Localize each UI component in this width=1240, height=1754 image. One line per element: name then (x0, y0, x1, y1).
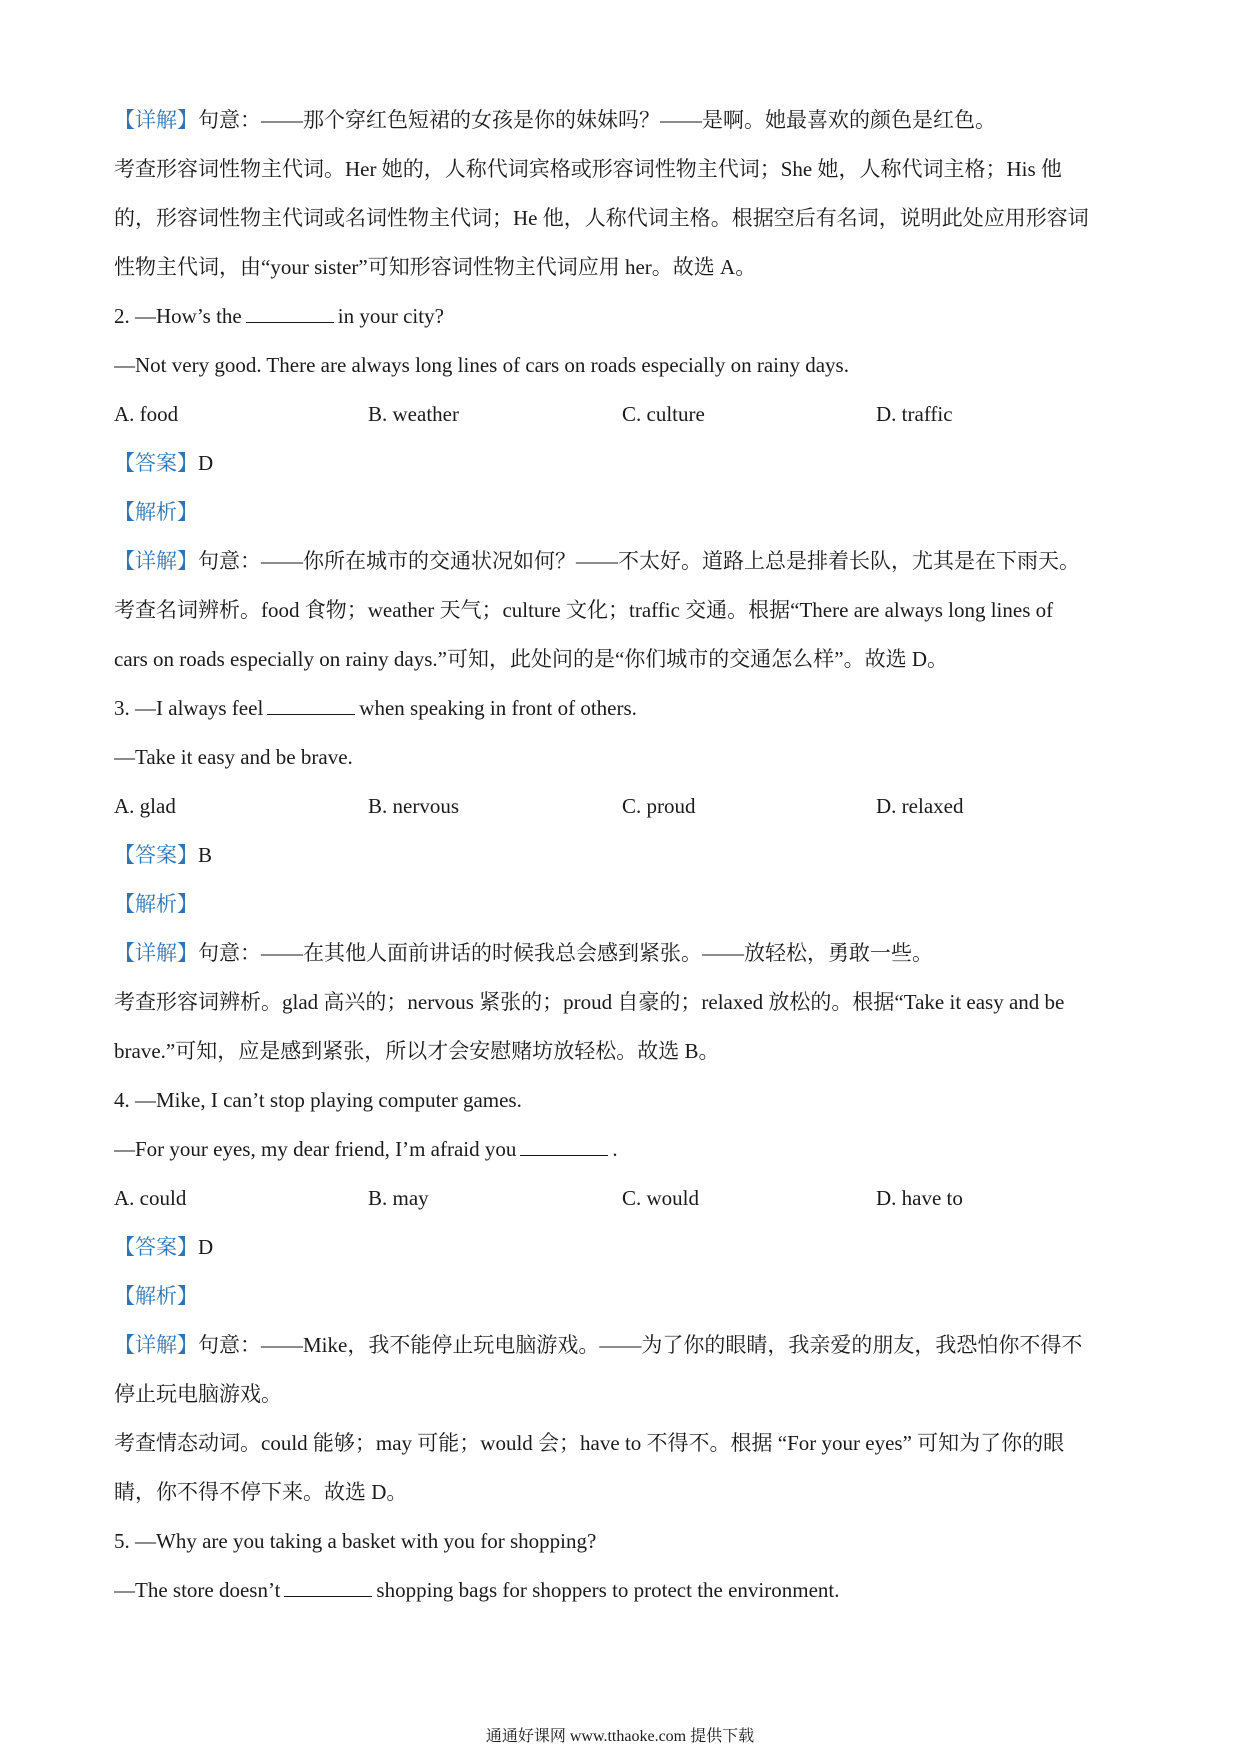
q2-analysis-tag: 【解析】 (114, 500, 198, 524)
document-page (114, 96, 1134, 1615)
q1-analysis-line: 的，形容词性物主代词或名词性物主代词；He 他，人称代词主格。根据空后有名词，说明此处应用形容词 (114, 206, 1089, 230)
answer-blank (267, 696, 355, 715)
q2-options (114, 390, 1134, 439)
option-d: D. relaxed (876, 794, 964, 818)
q2-analysis-line: cars on roads especially on rainy days.”可知，此处问的是“你们城市的交通怎么样”。故选 D。 (114, 647, 949, 671)
q4-detail-line: 停止玩电脑游戏。 (114, 1382, 282, 1406)
q1-analysis-line: 考查形容词性物主代词。Her 她的，人称代词宾格或形容词性物主代词；She 她，人称代词主格；His 他 (114, 157, 1062, 181)
q4-options (114, 1174, 1134, 1223)
q4-analysis-line: 考查情态动词。could 能够；may 可能；would 会；have to 不得不。根据 “For your eyes” 可知为了你的眼 (114, 1431, 1065, 1455)
q3-stem: 3. —I always feel when speaking in front of others. (114, 696, 637, 720)
q2-stem: 2. —How’s the in your city? (114, 304, 444, 328)
q2-answer: 【答案】D (114, 451, 214, 475)
option-d: D. traffic (876, 402, 953, 426)
detail-tag: 【详解】 (114, 108, 198, 132)
q4-stem: 4. —Mike, I can’t stop playing computer games. (114, 1088, 522, 1112)
answer-blank (246, 304, 334, 323)
answer-blank (520, 1137, 608, 1156)
q4-detail: 【详解】句意：——Mike，我不能停止玩电脑游戏。——为了你的眼睛，我亲爱的朋友，我恐怕你不得不 (114, 1333, 1083, 1357)
q3-analysis-line: 考查形容词辨析。glad 高兴的；nervous 紧张的；proud 自豪的；relaxed 放松的。根据“Take it easy and be (114, 990, 1065, 1014)
option-b: B. nervous (368, 794, 459, 818)
q3-detail: 【详解】句意：——在其他人面前讲话的时候我总会感到紧张。——放轻松，勇敢一些。 (114, 941, 933, 965)
q1-detail: 【详解】句意：——那个穿红色短裙的女孩是你的妹妹吗？——是啊。她最喜欢的颜色是红色。 (114, 108, 996, 132)
q1-analysis-line: 性物主代词，由“your sister”可知形容词性物主代词应用 her。故选 A。 (114, 255, 757, 279)
q4-analysis-tag: 【解析】 (114, 1284, 198, 1308)
option-a: A. glad (114, 794, 176, 818)
option-c: C. would (622, 1186, 700, 1210)
option-c: C. culture (622, 402, 705, 426)
q3-analysis-line: brave.”可知，应是感到紧张，所以才会安慰赌坊放轻松。故选 B。 (114, 1039, 720, 1063)
q3-answer: 【答案】B (114, 843, 213, 867)
option-d: D. have to (876, 1186, 963, 1210)
q2-reply: —Not very good. There are always long lines of cars on roads especially on rainy days. (114, 353, 849, 377)
option-a: A. food (114, 402, 179, 426)
option-c: C. proud (622, 794, 696, 818)
option-b: B. may (368, 1186, 429, 1210)
option-a: A. could (114, 1186, 187, 1210)
q2-analysis-line: 考查名词辨析。food 食物；weather 天气；culture 文化；traffic 交通。根据“There are always long lines of (114, 598, 1054, 622)
q2-detail: 【详解】句意：——你所在城市的交通状况如何？——不太好。道路上总是排着长队，尤其是在下雨天。 (114, 549, 1080, 573)
q3-analysis-tag: 【解析】 (114, 892, 198, 916)
q4-answer: 【答案】D (114, 1235, 214, 1259)
page-footer: 通通好课网 www.tthaoke.com 提供下载 (485, 1728, 755, 1745)
q3-options (114, 782, 1134, 831)
option-b: B. weather (368, 402, 459, 426)
q3-reply: —Take it easy and be brave. (114, 745, 353, 769)
q5-reply: —The store doesn’t shopping bags for shoppers to protect the environment. (114, 1578, 840, 1602)
q5-stem: 5. —Why are you taking a basket with you for shopping? (114, 1529, 597, 1553)
q4-analysis-line: 睛，你不得不停下来。故选 D。 (114, 1480, 408, 1504)
q4-reply: —For your eyes, my dear friend, I’m afraid you . (114, 1137, 618, 1161)
answer-blank (284, 1578, 372, 1597)
